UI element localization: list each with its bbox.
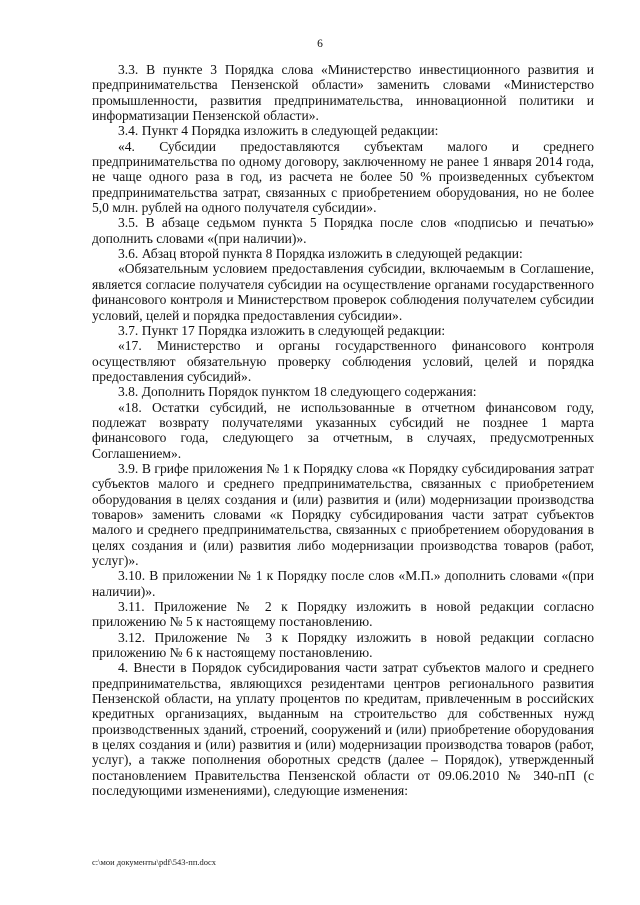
paragraph-3-7: 3.7. Пункт 17 Порядка изложить в следующей редакции: <box>118 322 446 338</box>
paragraph-3-12: 3.12. Приложение № 3 к Порядку изложить в новой редакции согласно приложению № 6 к настоящему постановлению. <box>92 629 594 661</box>
footer-file-path: c:\мои документы\pdf\543-пп.docx <box>92 857 217 867</box>
paragraph-3-10: 3.10. В приложении № 1 к Порядку после слов «М.П.» дополнить словами «(при наличии)». <box>92 568 594 599</box>
paragraph-item-18-text: «18. Остатки субсидий, не использованные в отчетном финансовом году, подлежат возврату получателями указанных субсидий не позднее 1 марта финансового года, следующего за отчетным, в случаях, предусмотренных Соглашением». <box>92 399 594 461</box>
paragraph-4: 4. Внести в Порядок субсидирования части затрат субъектов малого и среднего предпринимательства, являющихся резидентами центров регионального развития Пензенской области, на уплату процентов по кредитам, привлеченным в российских кредитных организациях, выданным на строительство для собственных нужд производственных зданий, строений, сооружений и (или) приобретение оборудования в целях создания и (или) развития и (или) модернизации производства товаров (работ, услуг), а также пополнения оборотных средств (далее – Порядок), утвержденный постановлением Правительства Пензенской области от 09.06.2010 № 340-пП (с последующими изменениями), следующие изменения: <box>92 660 594 799</box>
paragraph-3-4: 3.4. Пункт 4 Порядка изложить в следующей редакции: <box>118 123 439 139</box>
paragraph-3-3: 3.3. В пункте 3 Порядка слова «Министерство инвестиционного развития и предпринимательства Пензенской области» заменить словами «Министерство промышленности, развития предпринимательства, инновационной политики и информатизации Пензенской области». <box>92 62 594 124</box>
paragraph-3-8: 3.8. Дополнить Порядок пунктом 18 следующего содержания: <box>118 384 477 400</box>
paragraph-item-4-text: «4. Субсидии предоставляются субъектам малого и среднего предпринимательства по одному договору, заключенному не ранее 1 января 2014 года, не чаще одного раза в год, из расчета не более 50 % произведенных субъектом предпринимательства затрат, связанных с приобретением оборудования, но не более 5,0 млн. рублей на одного получателя субсидии». <box>92 138 594 216</box>
paragraph-3-5: 3.5. В абзаце седьмом пункта 5 Порядка после слов «подписью и печатью» дополнить словами «(при наличии)». <box>92 215 594 246</box>
page-number: 6 <box>317 38 323 50</box>
paragraph-3-9: 3.9. В грифе приложения № 1 к Порядку слова «к Порядку субсидирования затрат субъектов малого и среднего предпринимательства, связанных с приобретением оборудования в целях создания и (или) развития и (или) модернизации производства товаров» заменить словами «к Порядку субсидирования части затрат субъектов малого и среднего предпринимательства, связанных с приобретением оборудования в целях создания и (или) развития либо модернизации производства товаров (работ, услуг)». <box>92 460 594 568</box>
paragraph-item-8-text: «Обязательным условием предоставления субсидии, включаемым в Соглашение, является согласие получателя субсидии на осуществление органами государственного финансового контроля и Министерством проверок соблюдения получателем субсидии условий, целей и порядка предоставления субсидии». <box>92 261 594 323</box>
paragraph-3-6: 3.6. Абзац второй пункта 8 Порядка изложить в следующей редакции: <box>118 246 523 262</box>
paragraph-item-17-text: «17. Министерство и органы государственного финансового контроля осуществляют обязательную проверку соблюдения условий, целей и порядка предоставления субсидий». <box>92 338 594 384</box>
paragraph-3-11: 3.11. Приложение № 2 к Порядку изложить в новой редакции согласно приложению № 5 к настоящему постановлению. <box>92 599 594 630</box>
document-body <box>92 62 594 799</box>
